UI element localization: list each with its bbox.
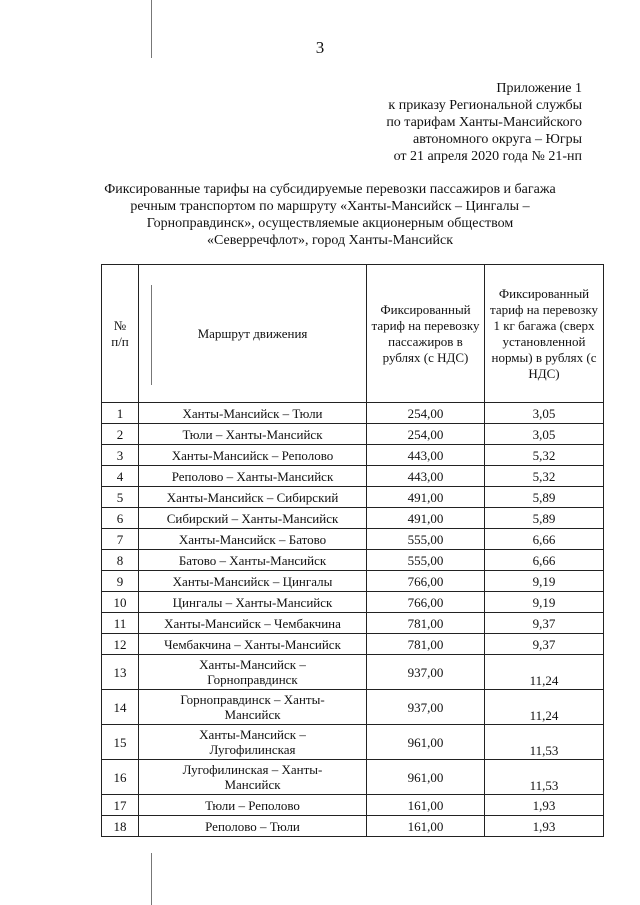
row-number: 13 [102, 655, 139, 690]
table-row [102, 445, 604, 466]
route-text: Ханты-Мансийск – Реполово [171, 447, 334, 463]
row-route [139, 760, 367, 795]
row-route [139, 655, 367, 690]
row-route [139, 634, 367, 655]
route-text: Сибирский – Ханты-Мансийск [166, 510, 339, 526]
table-row [102, 795, 604, 816]
row-route [139, 613, 367, 634]
row-route [139, 424, 367, 445]
row-route [139, 487, 367, 508]
table-row [102, 613, 604, 634]
route-text: Ханты-Мансийск – Тюли [182, 405, 323, 421]
row-passenger-fare: 555,00 [367, 550, 485, 571]
row-number: 18 [102, 816, 139, 837]
row-baggage-fare: 5,89 [485, 508, 604, 529]
route-text: Батово – Ханты-Мансийск [178, 552, 327, 568]
row-passenger-fare: 555,00 [367, 529, 485, 550]
appendix-line: Приложение 1 [496, 81, 582, 96]
row-passenger-fare: 491,00 [367, 508, 485, 529]
row-baggage-fare: 9,19 [485, 592, 604, 613]
row-number: 7 [102, 529, 139, 550]
row-baggage-fare: 5,32 [485, 445, 604, 466]
row-number: 12 [102, 634, 139, 655]
row-baggage-fare: 1,93 [485, 816, 604, 837]
route-text: Ханты-Мансийск – Лугофилинская [199, 727, 306, 757]
header-number-line: п/п [111, 333, 129, 349]
table-row [102, 550, 604, 571]
row-number: 17 [102, 795, 139, 816]
appendix-line: по тарифам Ханты-Мансийского [386, 115, 582, 130]
table-row [102, 725, 604, 760]
route-text: Чембакчина – Ханты-Мансийск [164, 636, 341, 652]
row-baggage-fare: 9,37 [485, 613, 604, 634]
row-passenger-fare: 766,00 [367, 571, 485, 592]
row-passenger-fare: 161,00 [367, 795, 485, 816]
row-passenger-fare: 254,00 [367, 403, 485, 424]
row-baggage-fare: 11,53 [485, 760, 604, 795]
header-route: Маршрут движения [139, 265, 367, 403]
route-text: Ханты-Мансийск – Горноправдинск [199, 657, 306, 687]
page-number: 3 [315, 38, 325, 57]
table-row [102, 403, 604, 424]
appendix-header [302, 80, 582, 165]
appendix-line: от 21 апреля 2020 года № 21-нп [393, 149, 582, 164]
row-baggage-fare: 9,37 [485, 634, 604, 655]
table-row [102, 655, 604, 690]
row-number: 6 [102, 508, 139, 529]
row-baggage-fare: 5,89 [485, 487, 604, 508]
row-number: 5 [102, 487, 139, 508]
table-row [102, 466, 604, 487]
table-row [102, 592, 604, 613]
row-route [139, 508, 367, 529]
row-passenger-fare: 937,00 [367, 690, 485, 725]
row-number: 11 [102, 613, 139, 634]
table-row [102, 634, 604, 655]
row-number: 3 [102, 445, 139, 466]
route-text: Тюли – Реполово [205, 797, 300, 813]
row-baggage-fare: 3,05 [485, 403, 604, 424]
row-number: 16 [102, 760, 139, 795]
row-route [139, 466, 367, 487]
row-number: 9 [102, 571, 139, 592]
row-route [139, 403, 367, 424]
row-passenger-fare: 443,00 [367, 466, 485, 487]
table-header-row [102, 265, 604, 403]
row-route [139, 592, 367, 613]
route-text: Горноправдинск – Ханты-Мансийск [180, 692, 325, 722]
row-baggage-fare: 6,66 [485, 529, 604, 550]
row-route [139, 690, 367, 725]
route-text: Ханты-Мансийск – Сибирский [166, 489, 339, 505]
row-passenger-fare: 937,00 [367, 655, 485, 690]
appendix-line: к приказу Региональной службы [388, 98, 582, 113]
row-passenger-fare: 443,00 [367, 445, 485, 466]
tariff-table [101, 264, 604, 837]
row-baggage-fare: 11,24 [485, 655, 604, 690]
row-number: 15 [102, 725, 139, 760]
appendix-line: автономного округа – Югры [413, 132, 582, 147]
row-route [139, 445, 367, 466]
table-row [102, 487, 604, 508]
table-row [102, 816, 604, 837]
row-baggage-fare: 3,05 [485, 424, 604, 445]
row-baggage-fare: 6,66 [485, 550, 604, 571]
header-baggage-fare: Фиксированный тариф на перевозку 1 кг багажа (сверх установленной нормы) в рублях (с НДС) [485, 265, 604, 403]
row-number: 2 [102, 424, 139, 445]
header-number-line: № [113, 317, 127, 333]
title-line: «Северречфлот», город Ханты-Мансийск [207, 233, 453, 248]
row-passenger-fare: 961,00 [367, 725, 485, 760]
row-number: 14 [102, 690, 139, 725]
header-number [102, 265, 139, 403]
table-row [102, 508, 604, 529]
row-number: 4 [102, 466, 139, 487]
row-passenger-fare: 254,00 [367, 424, 485, 445]
row-route [139, 816, 367, 837]
table-row [102, 571, 604, 592]
row-passenger-fare: 161,00 [367, 816, 485, 837]
title-line: речным транспортом по маршруту «Ханты-Мансийск – Цингалы – [130, 199, 530, 214]
row-route [139, 529, 367, 550]
route-text: Лугофилинская – Ханты-Мансийск [182, 762, 323, 792]
row-passenger-fare: 766,00 [367, 592, 485, 613]
table-row [102, 690, 604, 725]
scan-line-bottom [151, 853, 152, 905]
row-route [139, 725, 367, 760]
row-baggage-fare: 1,93 [485, 795, 604, 816]
row-baggage-fare: 9,19 [485, 571, 604, 592]
table-row [102, 760, 604, 795]
route-text: Цингалы – Ханты-Мансийск [172, 594, 333, 610]
route-text: Реполово – Ханты-Мансийск [171, 468, 334, 484]
row-passenger-fare: 781,00 [367, 634, 485, 655]
row-passenger-fare: 491,00 [367, 487, 485, 508]
route-text: Ханты-Мансийск – Цингалы [172, 573, 333, 589]
table-row [102, 424, 604, 445]
tariff-table-body [102, 403, 604, 837]
row-number: 1 [102, 403, 139, 424]
row-baggage-fare: 5,32 [485, 466, 604, 487]
route-text: Тюли – Ханты-Мансийск [182, 426, 323, 442]
row-route [139, 550, 367, 571]
title-line: Фиксированные тарифы на субсидируемые перевозки пассажиров и багажа [104, 182, 556, 197]
row-passenger-fare: 961,00 [367, 760, 485, 795]
row-baggage-fare: 11,24 [485, 690, 604, 725]
row-route [139, 571, 367, 592]
row-passenger-fare: 781,00 [367, 613, 485, 634]
route-text: Ханты-Мансийск – Чембакчина [164, 615, 341, 631]
table-row [102, 529, 604, 550]
route-text: Реполово – Тюли [205, 818, 300, 834]
header-passenger-fare: Фиксированный тариф на перевозку пассажиров в рублях (с НДС) [367, 265, 485, 403]
title-line: Горноправдинск», осуществляемые акционерным обществом [146, 216, 514, 231]
document-title [60, 181, 600, 249]
row-route [139, 795, 367, 816]
row-baggage-fare: 11,53 [485, 725, 604, 760]
route-text: Ханты-Мансийск – Батово [178, 531, 327, 547]
row-number: 10 [102, 592, 139, 613]
row-number: 8 [102, 550, 139, 571]
